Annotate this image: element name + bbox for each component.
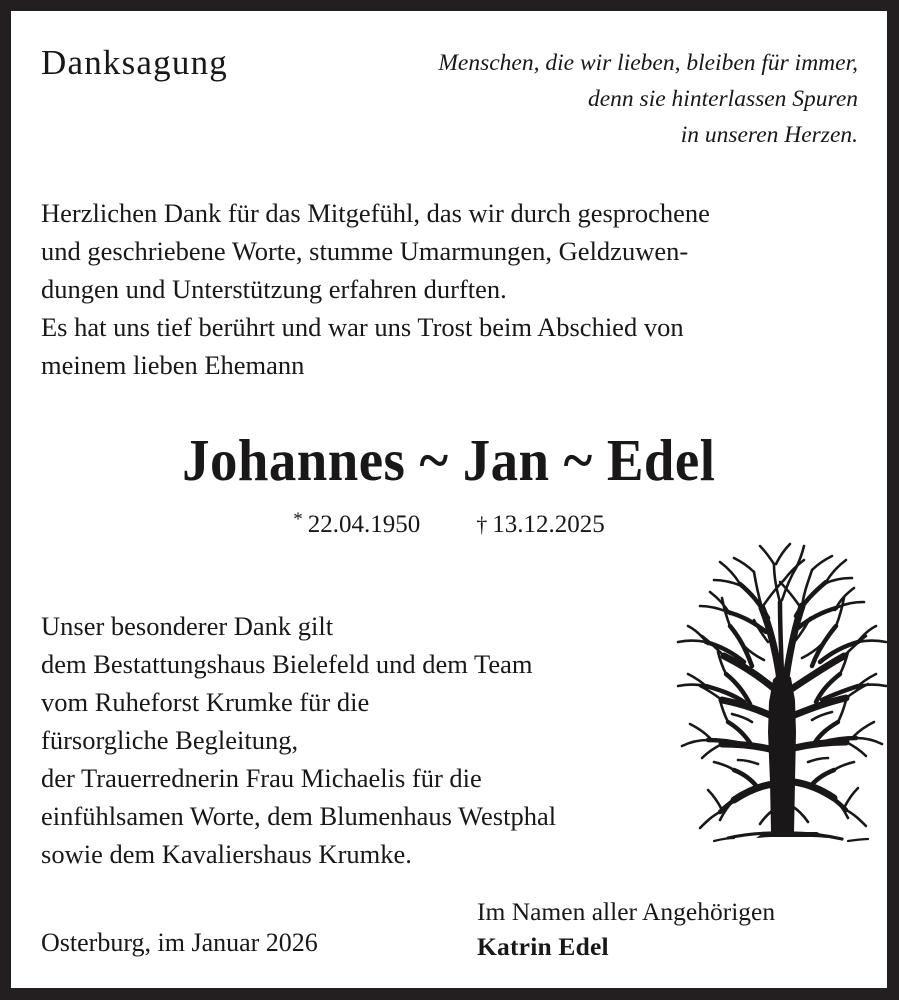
thanks-paragraph-top <box>41 194 886 384</box>
quote-line: in unseren Herzen. <box>680 122 858 148</box>
quote-line: denn sie hinterlassen Spuren <box>588 86 858 112</box>
paragraph-line: Unser besonderer Dank gilt <box>41 611 334 641</box>
paragraph-line: fürsorgliche Begleitung, <box>41 725 299 755</box>
asterisk-icon: * <box>293 509 303 530</box>
bare-tree-icon <box>666 532 887 854</box>
paragraph-line: dem Bestattungshaus Bielefeld und dem Team <box>41 649 533 679</box>
paragraph-line: einfühlsamen Worte, dem Blumenhaus Westphal <box>41 801 557 831</box>
memorial-quote <box>298 45 858 153</box>
cross-icon: † <box>476 512 488 537</box>
paragraph-line: dungen und Unterstützung erfahren durften. <box>41 274 507 304</box>
page-title: Danksagung <box>41 43 228 82</box>
deceased-name-block <box>11 426 887 495</box>
signature-block <box>477 894 775 964</box>
paragraph-line: sowie dem Kavaliershaus Krumke. <box>41 839 412 869</box>
thanks-paragraph-bottom <box>41 607 701 873</box>
paragraph-line: meinem lieben Ehemann <box>41 350 305 380</box>
place-and-date: Osterburg, im Januar 2026 <box>41 928 318 957</box>
paragraph-line: und geschriebene Worte, stumme Umarmungen, Geldzuwen- <box>41 236 689 266</box>
notice-inner <box>11 11 887 988</box>
quote-line: Menschen, die wir lieben, bleiben für immer, <box>438 50 858 76</box>
paragraph-line: vom Ruheforst Krumke für die <box>41 687 370 717</box>
paragraph-line: der Trauerrednerin Frau Michaelis für die <box>41 763 482 793</box>
birth-date: 22.04.1950 <box>307 511 421 538</box>
paragraph-line: Es hat uns tief berührt und war uns Trost beim Abschied von <box>41 312 684 342</box>
notice-header <box>11 11 887 171</box>
birth-date-group <box>293 511 420 538</box>
on-behalf-of-text: Im Namen aller Angehörigen <box>477 897 776 926</box>
signer-name: Katrin Edel <box>477 932 609 961</box>
death-date: 13.12.2025 <box>492 511 605 538</box>
paragraph-line: Herzlichen Dank für das Mitgefühl, das wir durch gesprochene <box>41 198 710 228</box>
deceased-name: Johannes ~ Jan ~ Edel <box>182 427 716 493</box>
death-date-group <box>476 511 605 538</box>
